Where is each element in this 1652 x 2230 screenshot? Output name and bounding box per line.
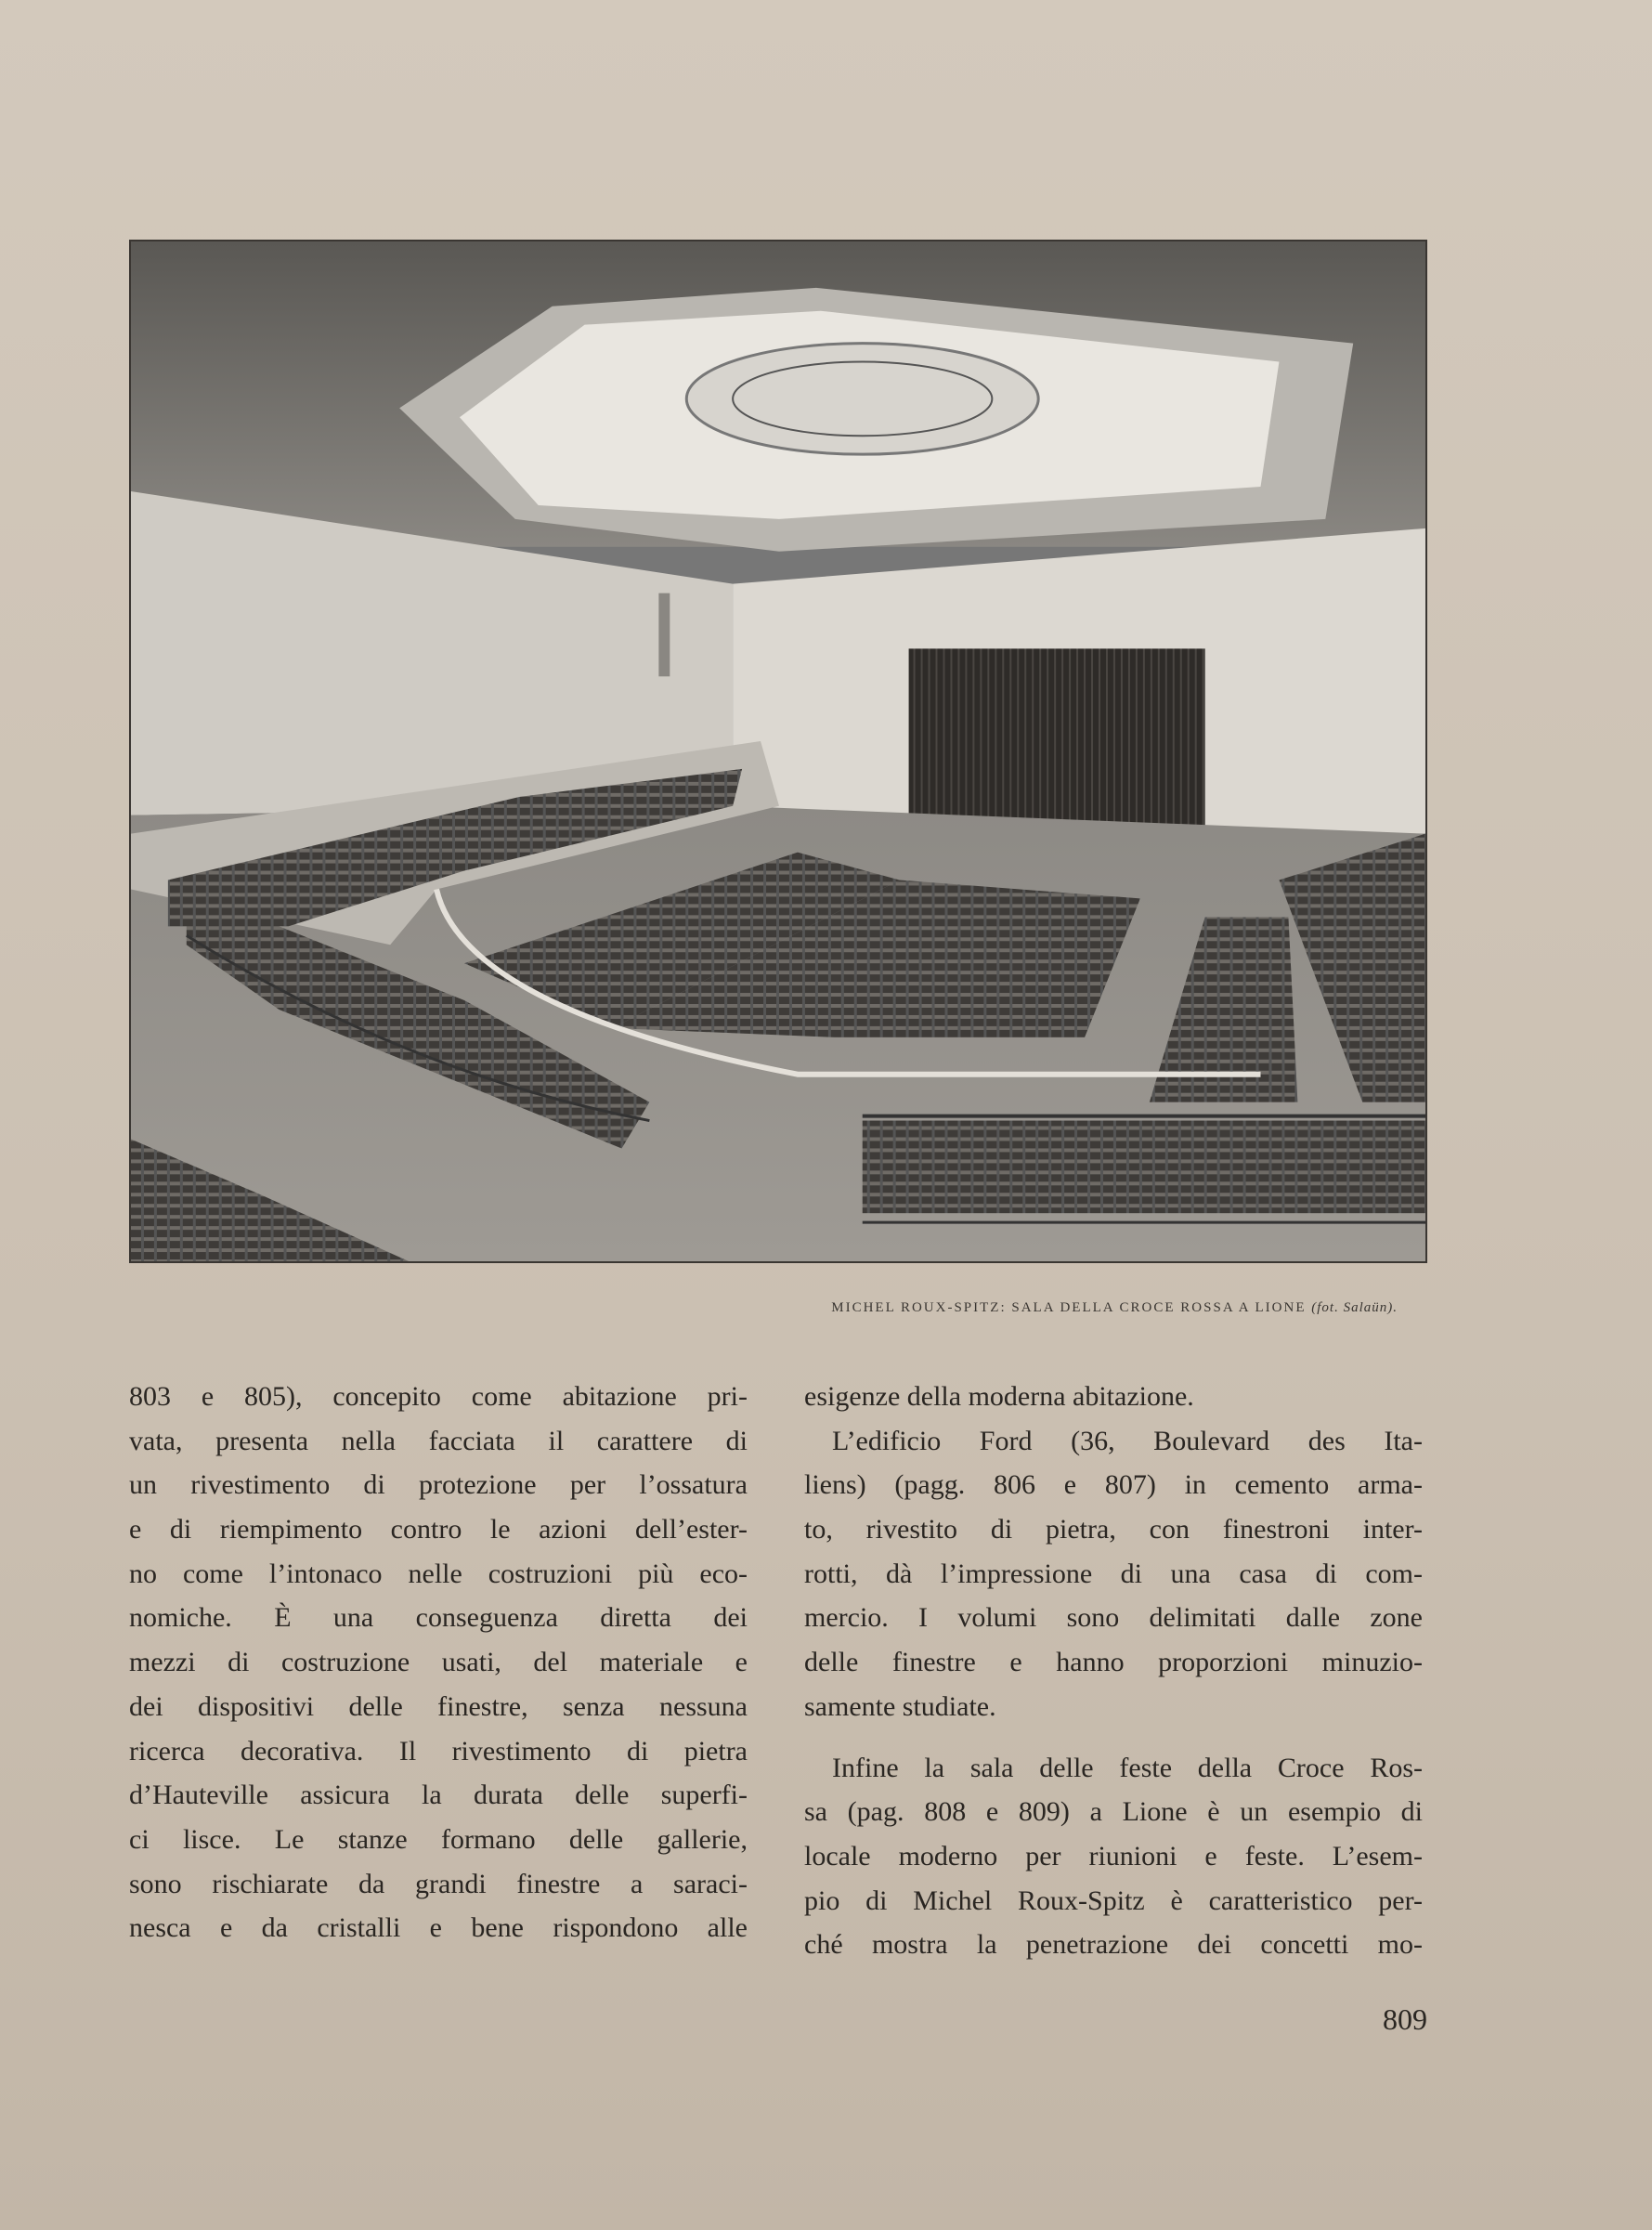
text-line: ricerca decorativa. Il rivestimento di pietra [129,1735,748,1767]
text-line: samente studiate. [804,1690,996,1722]
text-line: vata, presenta nella facciata il carattere di [129,1425,748,1456]
text-line: e di riempimento contro le azioni dell’ester- [129,1514,748,1545]
text-line: sono rischiarate da grandi finestre a saraci- [129,1868,748,1899]
text-line: to, rivestito di pietra, con finestroni inter- [804,1514,1423,1545]
page-number: 809 [1383,2002,1427,2036]
auditorium-photo [129,240,1427,1263]
caption-credit: (fot. Salaün). [1311,1300,1398,1315]
left-text-column [129,1375,748,1950]
auditorium-illustration [131,241,1425,1261]
text-line: esigenze della moderna abitazione. [804,1381,1194,1412]
text-line: dei dispositivi delle finestre, senza nessuna [129,1690,748,1722]
text-line: un rivestimento di protezione per l’ossatura [129,1469,748,1501]
text-line: 803 e 805), concepito come abitazione pri- [129,1381,748,1412]
text-line: delle finestre e hanno proporzioni minuzio- [804,1647,1423,1678]
text-line: ci lisce. Le stanze formano delle gallerie, [129,1823,748,1855]
text-line: nomiche. È una conseguenza diretta dei [129,1602,748,1634]
text-line: d’Hauteville assicura la durata delle superfi- [129,1780,748,1811]
text-line: Infine la sala delle feste della Croce Ros- [832,1752,1423,1783]
text-line: locale moderno per riunioni e feste. L’esem- [804,1840,1423,1871]
text-line: liens) (pagg. 806 e 807) in cemento arma- [804,1469,1423,1501]
text-line: mercio. I volumi sono delimitati dalle zone [804,1602,1423,1634]
caption-main: MICHEL ROUX-SPITZ: SALA DELLA CROCE ROSSA A LIONE [831,1300,1307,1315]
figure-caption [129,1300,1398,1316]
text-line: ché mostra la penetrazione dei concetti mo- [804,1929,1423,1961]
text-line: pio di Michel Roux-Spitz è caratteristico per- [804,1884,1423,1916]
right-text-column [804,1375,1423,1967]
text-line: L’edificio Ford (36, Boulevard des Ita- [832,1425,1423,1456]
text-line: rotti, dà l’impressione di una casa di com- [804,1558,1423,1589]
text-line: no come l’intonaco nelle costruzioni più eco- [129,1558,748,1589]
text-line: sa (pag. 808 e 809) a Lione è un esempio di [804,1796,1423,1828]
text-line: mezzi di costruzione usati, del materiale e [129,1647,748,1678]
text-line: nesca e da cristalli e bene rispondono alle [129,1912,748,1944]
